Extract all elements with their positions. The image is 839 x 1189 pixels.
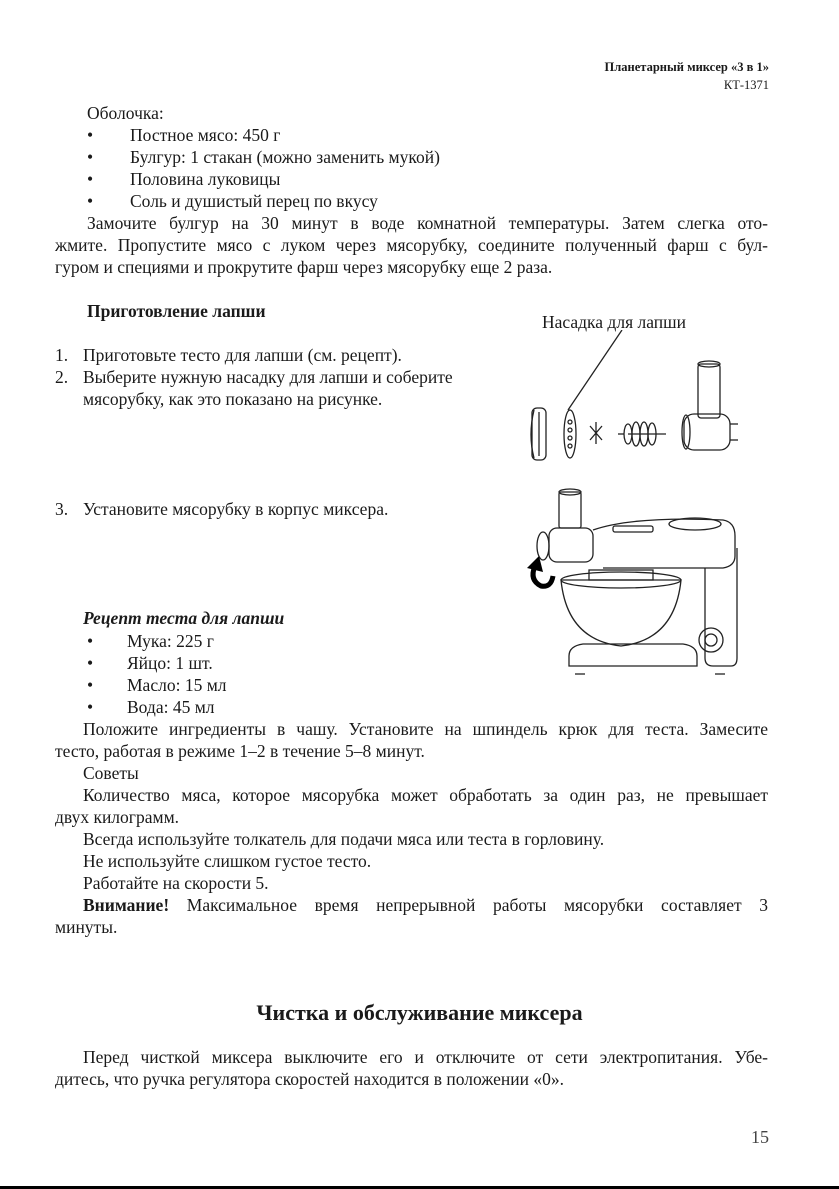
warning-line: минуты. bbox=[55, 917, 118, 937]
filling-heading: Оболочка: bbox=[87, 103, 164, 123]
filling-paragraph-line: Замочите булгур на 30 минут в воде комнатной температуры. Затем слегка ото- bbox=[87, 213, 768, 233]
model-number: КТ-1371 bbox=[723, 78, 769, 92]
warning-text: Максимальное время непрерывной работы мясорубки составляет 3 bbox=[169, 895, 768, 915]
bullet-icon: • bbox=[87, 697, 94, 717]
dough-heading: Рецепт теста для лапши bbox=[83, 608, 285, 628]
section-title: Чистка и обслуживание миксера bbox=[256, 1000, 583, 1025]
bullet-icon: • bbox=[87, 653, 94, 673]
filling-paragraph-line: гуром и специями и прокрутите фарш через мясорубку еще 2 раза. bbox=[55, 257, 553, 277]
filling-item: Соль и душистый перец по вкусу bbox=[130, 191, 378, 211]
tip-line: Работайте на скорости 5. bbox=[83, 873, 269, 893]
step-text: мясорубку, как это показано на рисунке. bbox=[83, 389, 383, 409]
tips-heading: Советы bbox=[83, 763, 139, 783]
step-text: Установите мясорубку в корпус миксера. bbox=[83, 499, 389, 519]
mixer-illustration bbox=[525, 488, 750, 693]
tips-paragraph-line: двух килограмм. bbox=[55, 807, 180, 827]
bullet-icon: • bbox=[87, 147, 94, 167]
dough-paragraph-line: Положите ингредиенты в чашу. Установите на шпиндель крюк для теста. Замесите bbox=[83, 719, 768, 739]
filling-item: Булгур: 1 стакан (можно заменить мукой) bbox=[130, 147, 440, 167]
dough-item: Вода: 45 мл bbox=[127, 697, 215, 717]
bullet-icon: • bbox=[87, 631, 94, 651]
dough-item: Масло: 15 мл bbox=[127, 675, 227, 695]
dough-paragraph-line: тесто, работая в режиме 1–2 в течение 5–8 минут. bbox=[55, 741, 425, 761]
document-title: Планетарный миксер «3 в 1» bbox=[604, 60, 769, 74]
step-number: 2. bbox=[55, 367, 69, 387]
step-text: Выберите нужную насадку для лапши и соберите bbox=[83, 367, 453, 387]
cleaning-paragraph-line: дитесь, что ручка регулятора скоростей находится в положении «0». bbox=[55, 1069, 564, 1089]
cleaning-paragraph-line: Перед чисткой миксера выключите его и отключите от сети электропитания. Убе- bbox=[83, 1047, 768, 1067]
dough-item: Мука: 225 г bbox=[127, 631, 214, 651]
tip-line: Всегда используйте толкатель для подачи мяса или теста в горловину. bbox=[83, 829, 605, 849]
dough-item: Яйцо: 1 шт. bbox=[127, 653, 213, 673]
noodles-heading: Приготовление лапши bbox=[87, 301, 266, 321]
page-number: 15 bbox=[751, 1127, 769, 1147]
bullet-icon: • bbox=[87, 169, 94, 189]
step-text: Приготовьте тесто для лапши (см. рецепт). bbox=[83, 345, 402, 365]
bullet-icon: • bbox=[87, 675, 94, 695]
grinder-parts-illustration bbox=[520, 330, 760, 475]
figure-label: Насадка для лапши bbox=[542, 312, 686, 332]
bullet-icon: • bbox=[87, 125, 94, 145]
tip-line: Не используйте слишком густое тесто. bbox=[83, 851, 372, 871]
filling-item: Половина луковицы bbox=[130, 169, 281, 189]
warning-line bbox=[83, 894, 768, 916]
filling-item: Постное мясо: 450 г bbox=[130, 125, 281, 145]
bullet-icon: • bbox=[87, 191, 94, 211]
step-number: 3. bbox=[55, 499, 69, 519]
filling-paragraph-line: жмите. Пропустите мясо с луком через мясорубку, соедините полученный фарш с бул- bbox=[55, 235, 768, 255]
warning-label: Внимание! bbox=[83, 895, 170, 915]
tips-paragraph-line: Количество мяса, которое мясорубка может обработать за один раз, не превышает bbox=[83, 785, 768, 805]
step-number: 1. bbox=[55, 345, 69, 365]
